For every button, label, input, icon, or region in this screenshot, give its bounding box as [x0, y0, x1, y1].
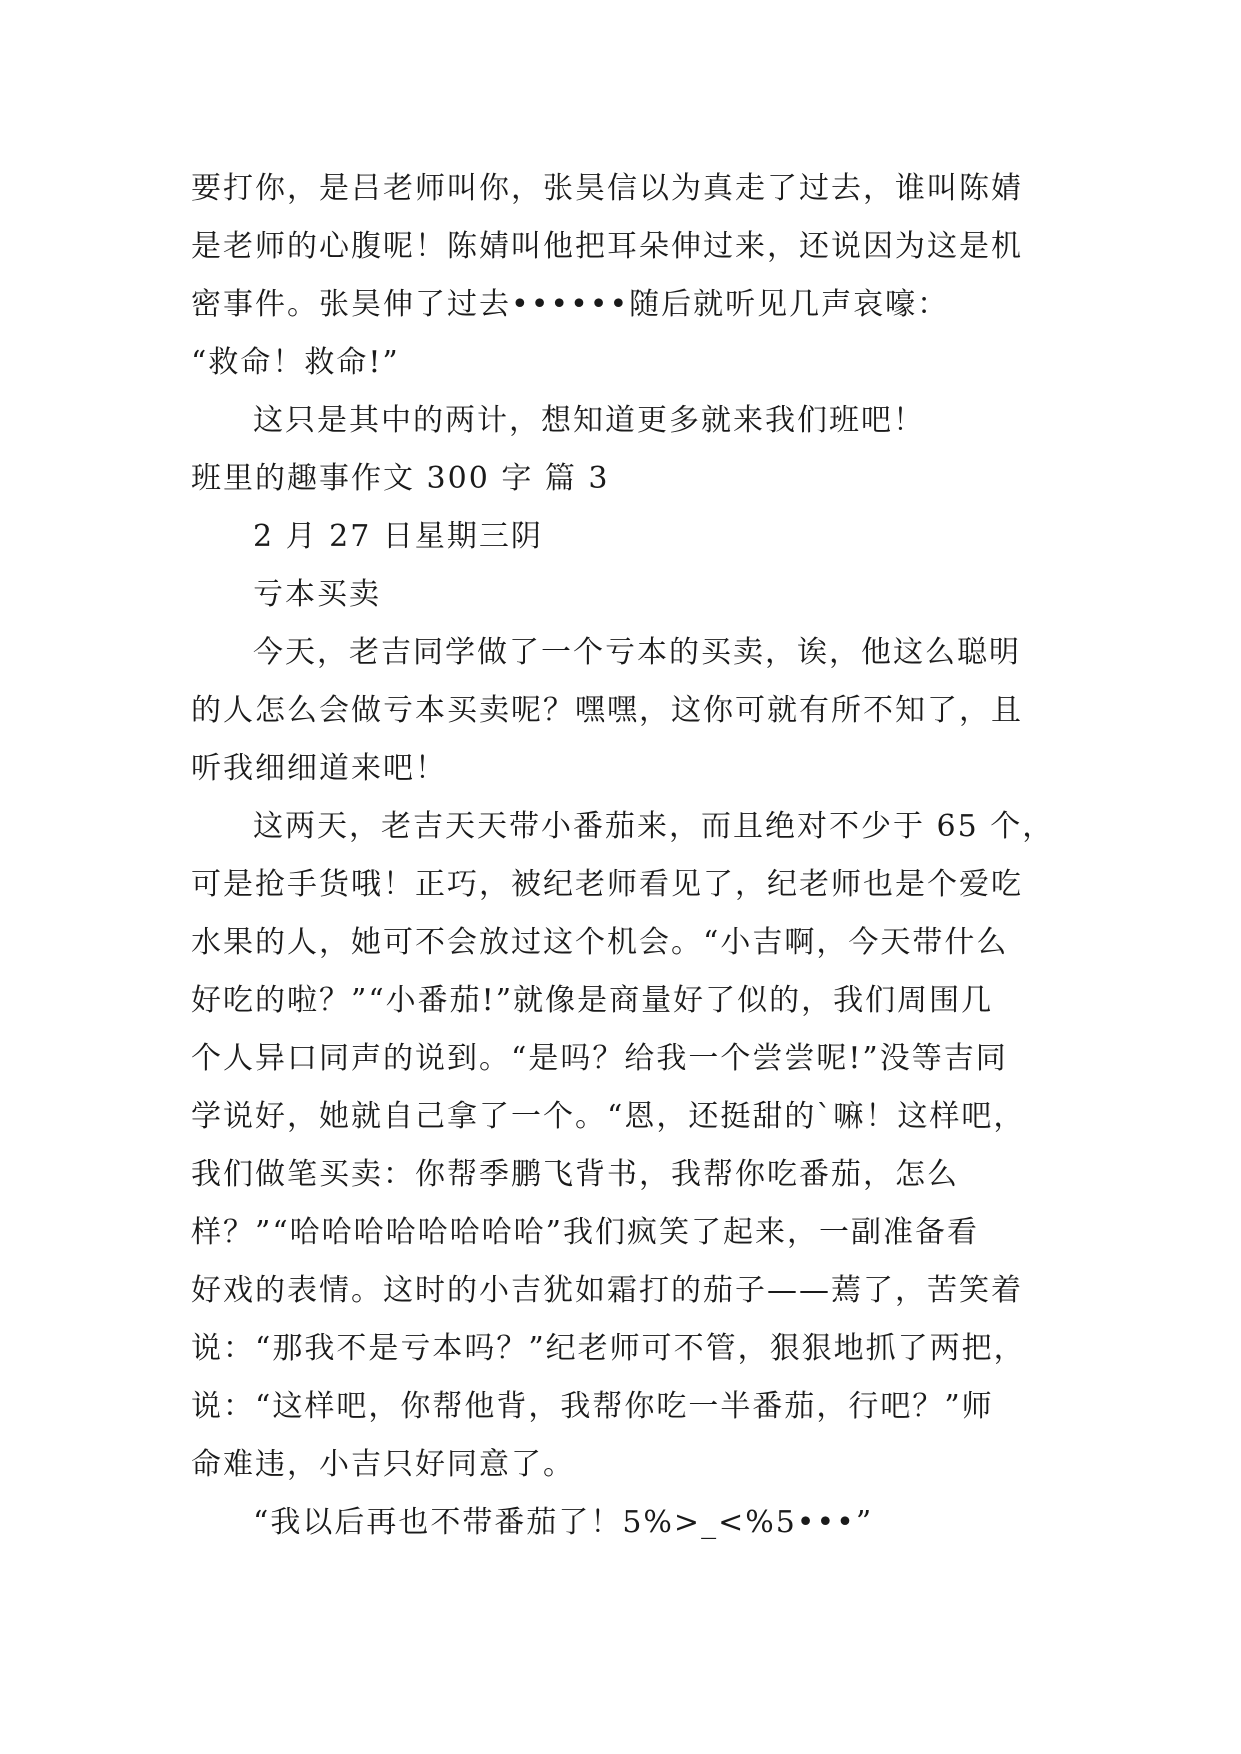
text-line: 水果的人，她可不会放过这个机会。“小吉啊，今天带什么	[191, 925, 1009, 960]
text-line: 说：“那我不是亏本吗？”纪老师可不管，狠狠地抓了两把，	[191, 1331, 1026, 1366]
text-line: 我们做笔买卖：你帮季鹏飞背书，我帮你吃番茄，怎么	[191, 1157, 959, 1192]
text-line: 个人异口同声的说到。“是吗？给我一个尝尝呢!”没等吉同	[191, 1041, 1008, 1076]
text-line: 说：“这样吧，你帮他背，我帮你吃一半番茄，行吧？”师	[191, 1389, 994, 1424]
text-line: 亏本买卖	[253, 577, 381, 612]
text-line: 班里的趣事作文 300 字 篇 3	[191, 461, 610, 496]
text-line: 是老师的心腹呢！陈婧叫他把耳朵伸过来，还说因为这是机	[191, 229, 1023, 264]
text-line: “我以后再也不带番茄了！5%>_<%5•••”	[253, 1505, 874, 1540]
text-line: “救命！救命!”	[191, 345, 400, 380]
text-line: 2 月 27 日星期三阴	[253, 519, 543, 554]
text-line: 密事件。张昊伸了过去••••••随后就听见几声哀嚎：	[191, 287, 950, 322]
text-line: 听我细细道来吧！	[191, 751, 447, 786]
text-line: 好戏的表情。这时的小吉犹如霜打的茄子——蔫了，苦笑着	[191, 1273, 1023, 1308]
text-line: 这只是其中的两计，想知道更多就来我们班吧！	[253, 403, 925, 438]
text-line: 今天，老吉同学做了一个亏本的买卖，诶，他这么聪明	[253, 635, 1021, 670]
text-line: 这两天，老吉天天带小番茄来，而且绝对不少于 65 个，	[253, 809, 1055, 844]
text-line: 好吃的啦？”“小番茄!”就像是商量好了似的，我们周围几	[191, 983, 994, 1018]
text-line: 可是抢手货哦！正巧，被纪老师看见了，纪老师也是个爱吃	[191, 867, 1023, 902]
text-line: 要打你，是吕老师叫你，张昊信以为真走了过去，谁叫陈婧	[191, 171, 1023, 206]
text-line: 学说好，她就自己拿了一个。“恩，还挺甜的`嘛！这样吧，	[191, 1099, 1026, 1134]
text-line: 样？”“哈哈哈哈哈哈哈哈”我们疯笑了起来，一副准备看	[191, 1215, 980, 1250]
text-line: 的人怎么会做亏本买卖呢？嘿嘿，这你可就有所不知了，且	[191, 693, 1023, 728]
text-line: 命难违，小吉只好同意了。	[191, 1447, 575, 1482]
document-body	[191, 160, 1061, 1552]
